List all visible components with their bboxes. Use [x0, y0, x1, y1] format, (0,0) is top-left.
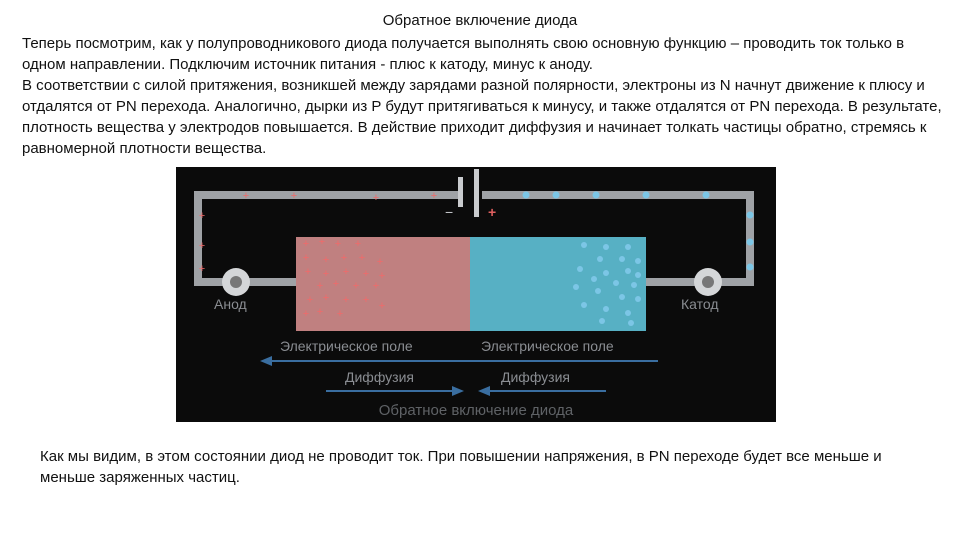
hole-charge-icon: +: [372, 280, 380, 292]
paragraph-explanation: В соответствии с силой притяжения, возникшей между зарядами разной полярности, электроны из N начнут движение к плюсу и отдалятся от PN перехода. Аналогично, дырки из P будут притягиваться к минусу, и также отдалятся от PN перехода. В результате, плотность вещества у электродов повышается. В действие приходит диффузия и начинает толкать частицы обратно, стремясь к равномерной плотности вещества.: [22, 77, 942, 157]
electron-charge-icon: [603, 270, 609, 276]
electron-charge-icon: [591, 276, 597, 282]
electron-charge-icon: [577, 266, 583, 272]
electron-charge-icon: [599, 318, 605, 324]
electron-charge-icon: [603, 244, 609, 250]
hole-charge-icon: +: [316, 280, 324, 292]
electron-charge-icon: [595, 288, 601, 294]
hole-charge-icon: +: [242, 190, 250, 202]
hole-charge-icon: +: [378, 300, 386, 312]
electron-charge-icon: [603, 306, 609, 312]
hole-charge-icon: +: [302, 238, 310, 250]
hole-charge-icon: +: [290, 190, 298, 202]
hole-charge-icon: +: [372, 192, 380, 204]
diode-diagram-svg: [176, 167, 776, 422]
hole-charge-icon: +: [378, 270, 386, 282]
hole-charge-icon: +: [302, 308, 310, 320]
hole-charge-icon: +: [362, 268, 370, 280]
diagram-caption: Обратное включение диода: [378, 402, 574, 419]
electron-charge-icon: [625, 310, 631, 316]
electron-charge-icon: [643, 192, 650, 199]
electron-charge-icon: [635, 258, 641, 264]
n-region: [470, 237, 646, 331]
hole-charge-icon: +: [304, 266, 312, 278]
electron-charge-icon: [619, 294, 625, 300]
electron-charge-icon: [593, 192, 600, 199]
electron-charge-icon: [581, 242, 587, 248]
cathode-label: Катод: [681, 296, 719, 312]
battery-minus-sign: −: [445, 204, 454, 220]
hole-charge-icon: +: [322, 254, 330, 266]
hole-charge-icon: +: [316, 306, 324, 318]
electron-charge-icon: [625, 268, 631, 274]
hole-charge-icon: +: [362, 294, 370, 306]
hole-charge-icon: +: [342, 266, 350, 278]
hole-charge-icon: +: [322, 292, 330, 304]
electron-charge-icon: [628, 320, 634, 326]
electron-charge-icon: [625, 244, 631, 250]
hole-charge-icon: +: [198, 240, 206, 252]
electron-charge-icon: [747, 239, 754, 246]
diode-diagram: [176, 167, 776, 422]
hole-charge-icon: +: [322, 268, 330, 280]
hole-charge-icon: +: [354, 238, 362, 250]
battery-plus-sign: +: [488, 204, 497, 220]
hole-charge-icon: +: [334, 238, 342, 250]
electron-charge-icon: [619, 256, 625, 262]
electron-charge-icon: [635, 272, 641, 278]
electron-charge-icon: [597, 256, 603, 262]
electron-charge-icon: [631, 282, 637, 288]
anode-label: Анод: [214, 296, 247, 312]
hole-charge-icon: +: [198, 210, 206, 222]
electron-charge-icon: [581, 302, 587, 308]
hole-charge-icon: +: [306, 294, 314, 306]
paragraph-conclusion: Как мы видим, в этом состоянии диод не проводит ток. При повышении напряжения, в PN переходе будет все меньше и меньше заряженных частиц.: [40, 448, 882, 486]
field-label-left: Электрическое поле: [280, 338, 413, 354]
hole-charge-icon: +: [376, 256, 384, 268]
electron-charge-icon: [523, 192, 530, 199]
paragraph-intro: Теперь посмотрим, как у полупроводникового диода получается выполнять свою основную функцию – проводить ток только в одном направлении. Подключим источник питания - плюс к катоду, минус к аноду.: [22, 35, 905, 73]
hole-charge-icon: +: [198, 263, 206, 275]
hole-charge-icon: +: [318, 236, 326, 248]
hole-charge-icon: +: [430, 190, 438, 202]
field-label-right: Электрическое поле: [481, 338, 614, 354]
diffusion-label-right: Диффузия: [501, 369, 571, 385]
hole-charge-icon: +: [342, 294, 350, 306]
battery-icon: [458, 169, 479, 217]
electron-charge-icon: [613, 280, 619, 286]
diffusion-arrows-icon: [326, 386, 606, 396]
electron-charge-icon: [573, 284, 579, 290]
hole-charge-icon: +: [340, 252, 348, 264]
slide-title: Обратное включение диода: [382, 12, 578, 29]
field-arrow-icon: [260, 356, 658, 366]
electron-charge-icon: [703, 192, 710, 199]
hole-charge-icon: +: [336, 308, 344, 320]
hole-charge-icon: +: [332, 278, 340, 290]
hole-charge-icon: +: [358, 252, 366, 264]
electron-charge-icon: [747, 212, 754, 219]
electron-charge-icon: [747, 264, 754, 271]
hole-charge-icon: +: [302, 252, 310, 264]
electron-charge-icon: [635, 296, 641, 302]
diffusion-label-left: Диффузия: [345, 369, 415, 385]
hole-charge-icon: +: [352, 280, 360, 292]
electron-charge-icon: [553, 192, 560, 199]
